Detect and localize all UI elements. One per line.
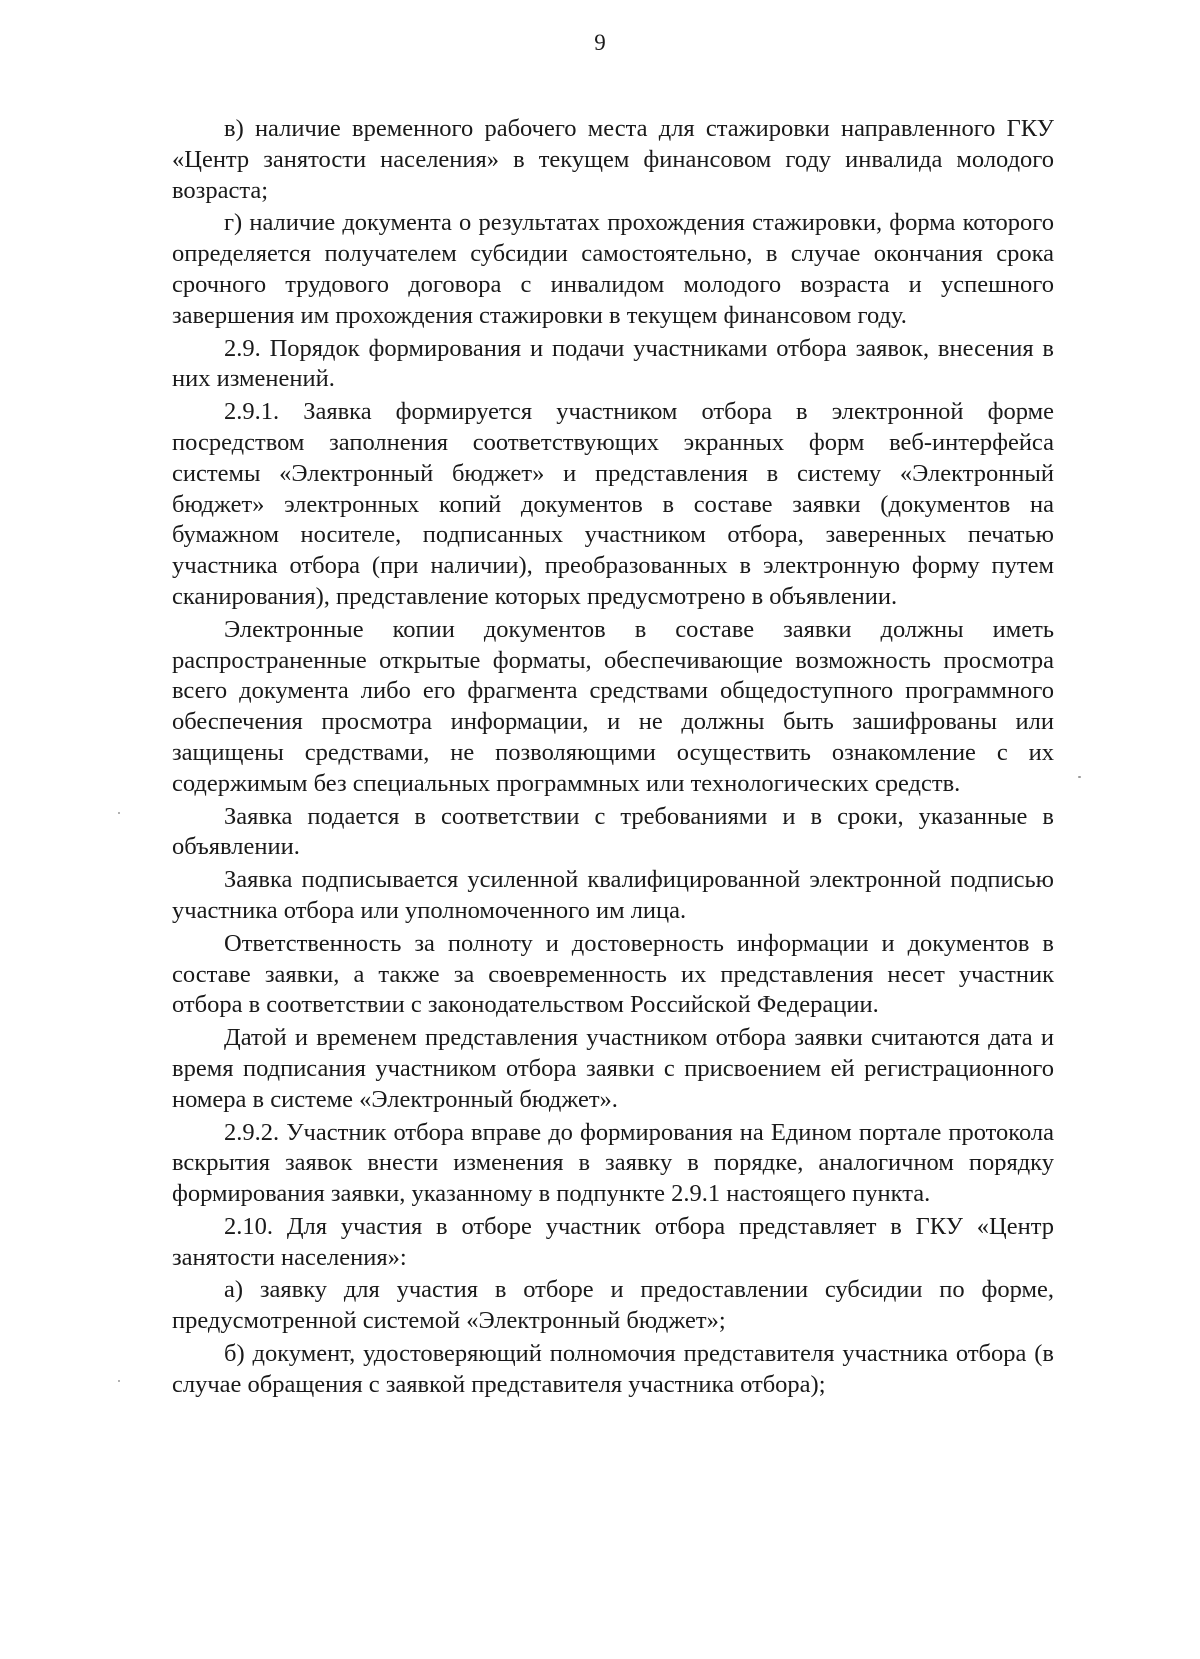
scan-speck [118,812,120,814]
paragraph-b-authority-document: б) документ, удостоверяющий полномочия представителя участника отбора (в случае обращения с заявкой представителя участника отбора); [172,1340,1054,1398]
paragraph-responsibility: Ответственность за полноту и достоверность информации и документов в составе заявки, а также за своевременность их представления несет участник отбора в соответствии с законодательством Российской Федерации. [172,929,1054,1019]
paragraph-v-temporary-workplace: в) наличие временного рабочего места для стажировки направленного ГКУ «Центр занятости населения» в текущем финансовом году инвалида молодого возраста; [172,115,1054,204]
paragraph-2-10: 2.10. Для участия в отборе участник отбора представляет в ГКУ «Центр занятости населения»: [172,1212,1054,1271]
paragraph-2-9-1: 2.9.1. Заявка формируется участником отбора в электронной форме посредством заполнения соответствующих экранных форм веб-интерфейса системы «Электронный бюджет» и представления в систему «Электронный бюджет» электронных копий документов в составе заявки (документов на бумажном носителе, подписанных участником отбора, заверенных печатью участника отбора (при наличии), преобразованных в электронную форму путем сканирования), представление которых предусмотрено в объявлении. [172,398,1054,610]
paragraph-2-9-2: 2.9.2. Участник отбора вправе до формирования на Едином портале протокола вскрытия заявок внести изменения в заявку в порядке, аналогичном порядку формирования заявки, указанному в подпункте 2.9.1 настоящего пункта. [172,1118,1054,1208]
scan-speck [118,1380,120,1382]
paragraph-submission-terms: Заявка подается в соответствии с требованиями и в сроки, указанные в объявлении. [172,802,1054,861]
scan-speck [1078,776,1081,778]
paragraph-a-application: а) заявку для участия в отборе и предоставлении субсидии по форме, предусмотренной системой «Электронный бюджет»; [172,1276,1054,1335]
page-number: 9 [594,30,606,55]
paragraph-2-9-heading: 2.9. Порядок формирования и подачи участниками отбора заявок, внесения в них изменений. [172,334,1054,393]
paragraph-electronic-copies: Электронные копии документов в составе заявки должны иметь распространенные открытые форматы, обеспечивающие возможность просмотра всего документа либо его фрагмента средствами общедоступного программного обеспечения просмотра информации, и не должны быть зашифрованы или защищены средствами, не позволяющими осуществить ознакомление с их содержимым без специальных программных или технологических средств. [172,615,1054,797]
paragraph-signature: Заявка подписывается усиленной квалифицированной электронной подписью участника отбора или уполномоченного им лица. [172,866,1054,924]
paragraph-submission-date: Датой и временем представления участником отбора заявки считаются дата и время подписания участником отбора заявки с присвоением ей регистрационного номера в системе «Электронный бюджет». [172,1024,1054,1113]
paragraph-g-internship-document: г) наличие документа о результатах прохождения стажировки, форма которого определяется получателем субсидии самостоятельно, в случае окончания срока срочного трудового договора с инвалидом молодого возраста и успешного завершения им прохождения стажировки в текущем финансовом году. [172,209,1054,329]
document-body [172,114,1054,1401]
